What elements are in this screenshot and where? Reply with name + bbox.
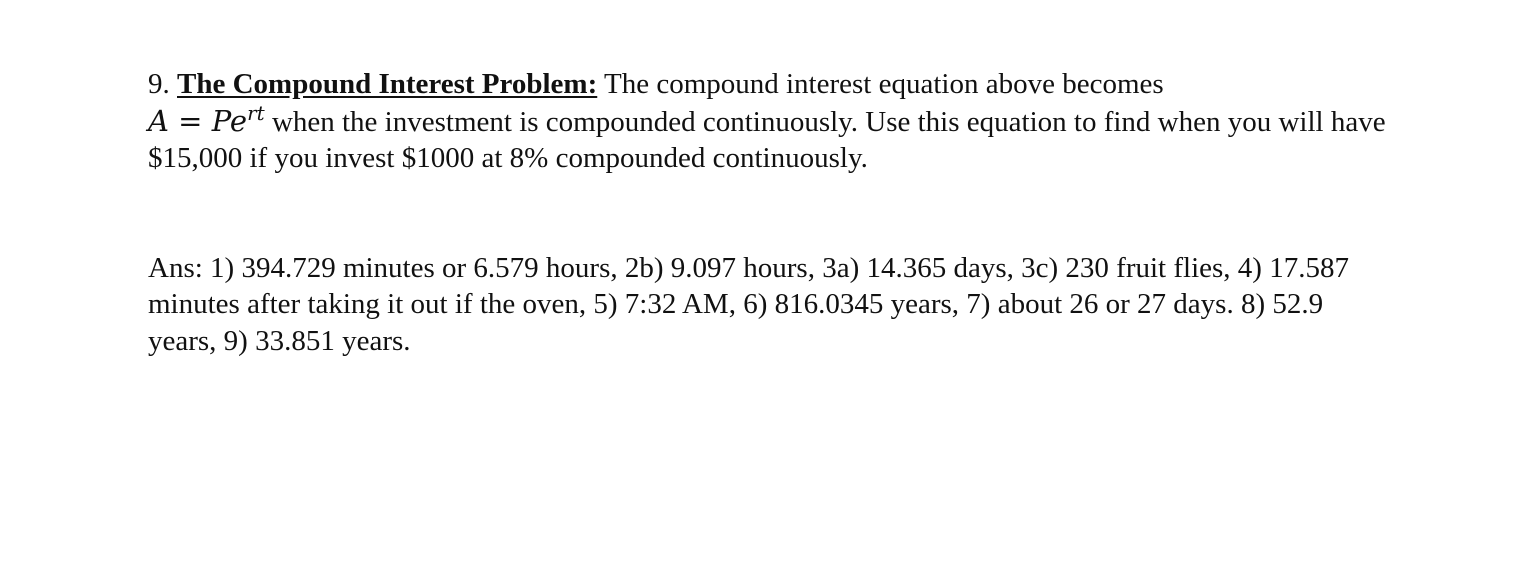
- equation-lhs: A: [148, 103, 169, 138]
- problem-title: The Compound Interest Problem:: [177, 68, 598, 100]
- problem-number: 9.: [148, 68, 170, 100]
- problem-9-paragraph: [148, 66, 1388, 177]
- answers-paragraph: Ans: 1) 394.729 minutes or 6.579 hours, 2b) 9.097 hours, 3a) 14.365 days, 3c) 230 fruit flies, 4) 17.587 minutes after taking it out if the oven, 5) 7:32 AM, 6) 816.0345 years, 7) about 26 or 27 days. 8) 52.9 years, 9) 33.851 years.: [148, 251, 1349, 357]
- document-page: [148, 66, 1388, 359]
- problem-body-text: when the investment is compounded continuously. Use this equation to find when you will have $15,000 if you invest $1000 at 8% compounded continuously.: [148, 105, 1386, 174]
- equation-rhs-base: Pe: [211, 103, 248, 138]
- problem-intro-text: The compound interest equation above becomes: [603, 68, 1164, 100]
- equation-exponent: rt: [247, 100, 265, 125]
- equation-operator: =: [178, 103, 203, 138]
- compound-interest-equation: [148, 100, 265, 138]
